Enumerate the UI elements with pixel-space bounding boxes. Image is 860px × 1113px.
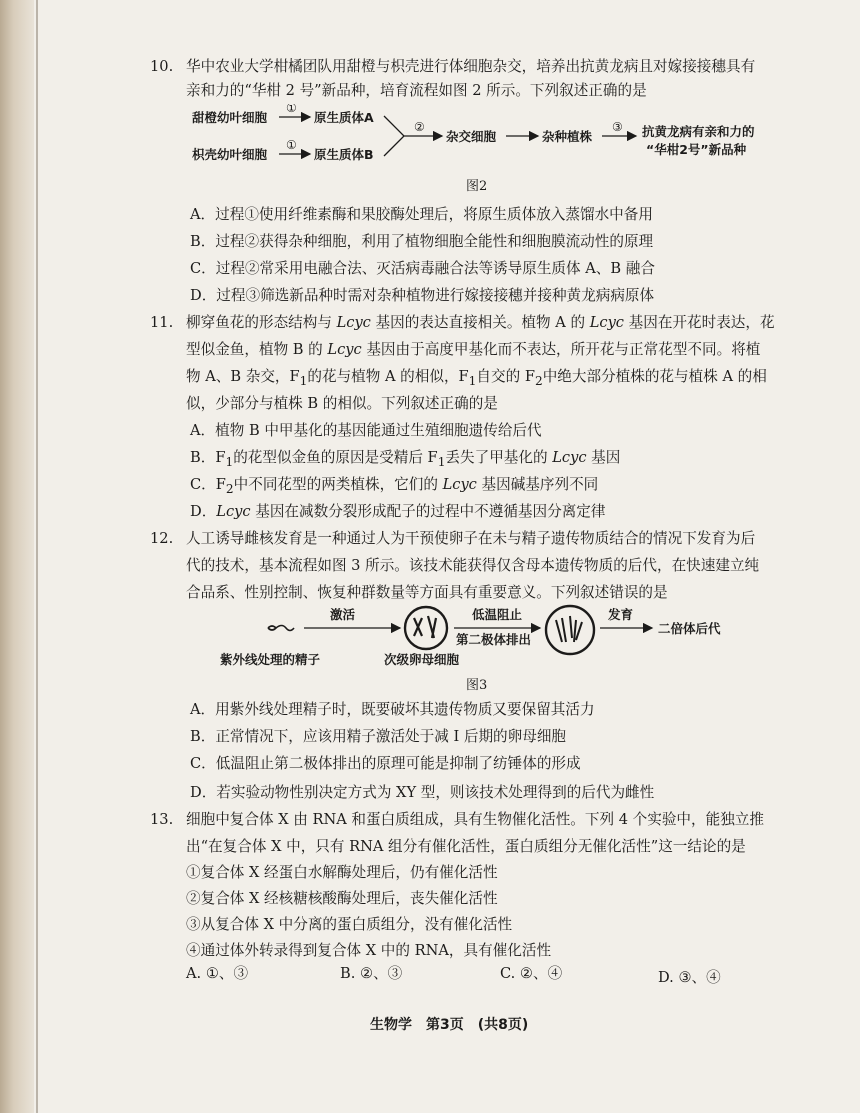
offspring-label: 二倍体后代 — [658, 621, 721, 636]
page-footer: 生物学 第3页 (共8页) — [370, 1017, 529, 1033]
diploid-chromosome-icon — [556, 616, 582, 642]
chromosome-icon — [414, 616, 436, 638]
question-text-line: 合品系、性别控制、恢复种群数量等方面具有重要意义。下列叙述错误的是 — [186, 584, 668, 601]
option-b: B．过程②获得杂种细胞，利用了植物细胞全能性和细胞膜流动性的原理 — [190, 233, 654, 250]
diploid-cell-icon — [546, 606, 594, 654]
experiment-item: ②复合体 X 经核糖核酸酶处理后，丧失催化活性 — [186, 890, 498, 907]
option-d: D．Lcyc 基因在减数分裂形成配子的过程中不遵循基因分离定律 — [190, 503, 606, 520]
question-text-line: 人工诱导雌核发育是一种通过人为干预使卵子在未与精子遗传物质结合的情况下发育为后 — [186, 530, 756, 547]
exam-page — [44, 0, 860, 1113]
option-c: C．$F_2$中不同花型的两类植株，它们的 Lcyc 基因碱基序列不同 — [190, 476, 599, 496]
experiment-item: ③从复合体 X 中分离的蛋白质组分，没有催化活性 — [186, 916, 513, 933]
protoplast-b: 原生质体B — [314, 147, 374, 162]
protoplast-a: 原生质体A — [314, 110, 374, 125]
polar-body-label: 第二极体排出 — [456, 632, 532, 647]
step2-label: ② — [414, 120, 425, 134]
question-text-line: 柳穿鱼花的形态结构与 Lcyc 基因的表达直接相关。植物 A 的 Lcyc 基因在开花时表达，花 — [186, 314, 775, 331]
source-cell-a: 甜橙幼叶细胞 — [192, 110, 268, 125]
question-text-line: 代的技术，基本流程如图 3 所示。该技术能获得仅含母本遗传物质的后代，在快速建立纯 — [186, 557, 760, 574]
hybrid-cell: 杂交细胞 — [446, 129, 497, 144]
question-number: 11. — [150, 314, 174, 331]
option-b: B. ②、③ — [340, 965, 403, 982]
low-temp-label: 低温阻止 — [472, 607, 523, 622]
source-cell-b: 枳壳幼叶细胞 — [192, 147, 268, 162]
sperm-label: 紫外线处理的精子 — [220, 652, 321, 667]
option-b: B．正常情况下，应该用精子激活处于减 I 后期的卵母细胞 — [190, 728, 567, 745]
question-text-line: 型似金鱼，植物 B 的 Lcyc 基因由于高度甲基化而不表达，所开花与正常花型不同。将植 — [186, 341, 761, 358]
question-number: 12. — [150, 530, 174, 547]
figure-2-flowchart — [184, 104, 764, 168]
option-d: D．若实验动物性别决定方式为 XY 型，则该技术处理得到的后代为雌性 — [190, 784, 655, 801]
question-text-line: 亲和力的“华柑 2 号”新品种，培育流程如图 2 所示。下列叙述正确的是 — [186, 82, 647, 99]
option-a: A．植物 B 中甲基化的基因能通过生殖细胞遗传给后代 — [190, 422, 542, 439]
option-a: A．用紫外线处理精子时，既要破坏其遗传物质又要保留其活力 — [190, 701, 595, 718]
oocyte-label: 次级卵母细胞 — [384, 652, 460, 667]
hybrid-plant: 杂种植株 — [542, 129, 593, 144]
option-b: B．$F_1$的花型似金鱼的原因是受精后 $F_1$丢失了甲基化的 Lcyc 基因 — [190, 449, 621, 469]
merge-bracket — [384, 116, 442, 156]
option-d: D．过程③筛选新品种时需对杂种植物进行嫁接接穗并接种黄龙病病原体 — [190, 287, 655, 304]
figure-3-caption: 图3 — [466, 678, 488, 693]
question-text-line: 华中农业大学柑橘团队用甜橙与枳壳进行体细胞杂交，培养出抗黄龙病且对嫁接接穗具有 — [186, 58, 756, 75]
question-text-line: 似，少部分与植株 B 的相似。下列叙述正确的是 — [186, 395, 498, 412]
question-text-line: 细胞中复合体 X 由 RNA 和蛋白质组成，具有生物催化活性。下列 4 个实验中，能独立推 — [186, 811, 764, 828]
sperm-icon — [268, 626, 294, 631]
step1-label-b: ① — [286, 138, 297, 152]
question-text-line: 出“在复合体 X 中，只有 RNA 组分有催化活性，蛋白质组分无催化活性”这一结论的是 — [186, 838, 746, 855]
question-number: 13. — [150, 811, 174, 828]
result-line-2: “华柑2号”新品种 — [646, 142, 747, 157]
figure-3-flowchart — [204, 604, 744, 670]
step3-label: ③ — [612, 120, 623, 134]
option-c: C．低温阻止第二极体排出的原理可能是抑制了纺锤体的形成 — [190, 755, 581, 772]
option-a: A．过程①使用纤维素酶和果胶酶处理后，将原生质体放入蒸馏水中备用 — [190, 206, 653, 223]
option-c: C．过程②常采用电融合法、灭活病毒融合法等诱导原生质体 A、B 融合 — [190, 260, 655, 277]
question-text-line: 物 A、B 杂交，$F_1$的花与植物 A 的相似，$F_1$自交的 $F_2$中绝大部分植株的花与植株 A 的相 — [186, 368, 767, 388]
option-d: D. ③、④ — [658, 969, 721, 986]
experiment-item: ④通过体外转录得到复合体 X 中的 RNA，具有催化活性 — [186, 942, 552, 959]
oocyte-icon — [405, 607, 447, 649]
question-number: 10. — [150, 58, 174, 75]
option-c: C. ②、④ — [500, 965, 563, 982]
page-binding-line — [36, 0, 38, 1113]
step1-label-a: ① — [286, 104, 297, 115]
option-a: A. ①、③ — [186, 965, 249, 982]
result-line-1: 抗黄龙病有亲和力的 — [642, 124, 755, 139]
page-left-edge-shadow — [0, 0, 34, 1113]
figure-2-caption: 图2 — [466, 179, 488, 194]
activate-label: 激活 — [330, 607, 356, 622]
experiment-item: ①复合体 X 经蛋白水解酶处理后，仍有催化活性 — [186, 864, 498, 881]
develop-label: 发育 — [608, 607, 634, 622]
